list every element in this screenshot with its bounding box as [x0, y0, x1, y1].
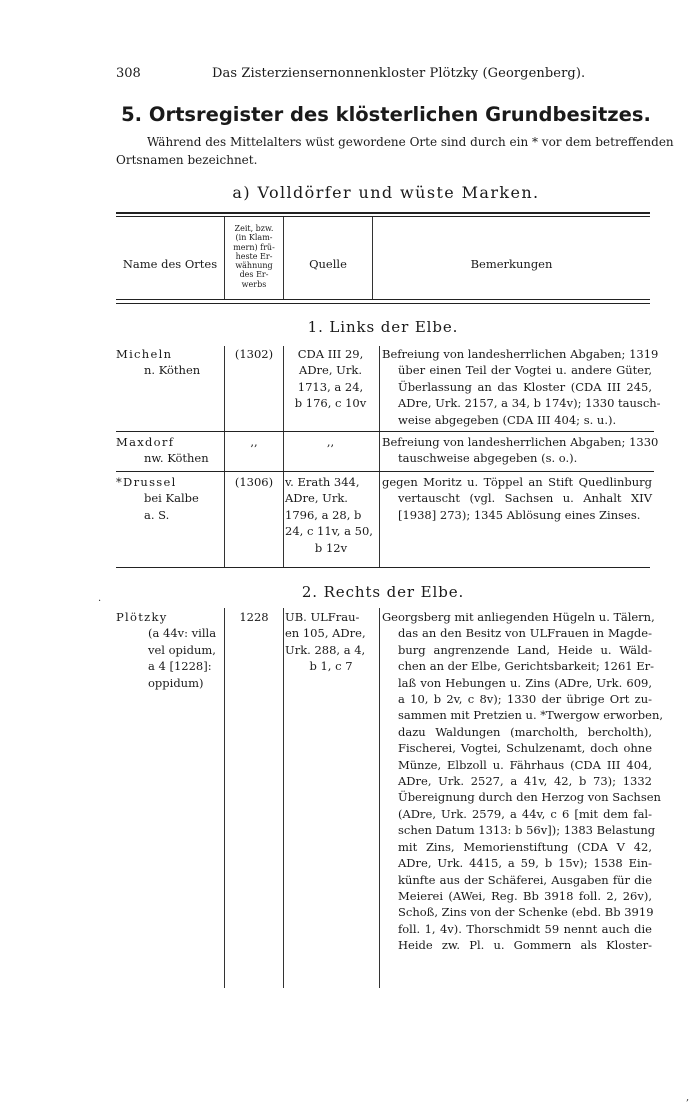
- entry-source-line: ,,: [326, 435, 335, 449]
- entry-name-line: a 4 [1228]:: [148, 659, 212, 674]
- header-source: Quelle: [309, 257, 347, 271]
- header-date-line: Zeit, bzw.: [234, 224, 274, 233]
- entry-remark-line: dazu Waldungen (marcholth, bercholth),: [398, 724, 652, 739]
- entry-remark-line: Georgsberg mit anliegenden Hügeln u. Tälern,: [382, 610, 655, 624]
- entry-remark-line: ADre, Urk. 4415, a 59, b 15v); 1538 Ein-: [398, 856, 652, 871]
- entry-name-line: Micheln: [116, 347, 173, 361]
- page-number: 308: [116, 66, 141, 81]
- entry-remarks: [382, 474, 652, 523]
- entry-remark-line: ADre, Urk. 2157, a 34, b 174v); 1330 tausch-: [398, 396, 661, 411]
- intro-line: Während des Mittelalters wüst gewordene Orte sind durch ein * vor dem betreffenden: [147, 135, 674, 149]
- entry-remark-line: tauschweise abgegeben (s. o.).: [398, 451, 578, 466]
- column-divider: [379, 608, 380, 988]
- entry-name-line: a. S.: [144, 507, 170, 522]
- entry-source-line: UB. ULFrau-: [285, 610, 360, 624]
- entry-remark-line: Übereignung durch den Herzog von Sachsen: [398, 790, 661, 805]
- entry-source-line: 24, c 11v, a 50,: [285, 524, 373, 539]
- entry-remark-line: Heide zw. Pl. u. Gommern als Kloster-: [398, 938, 652, 953]
- entry-source: [283, 346, 378, 412]
- row-separator: [116, 431, 654, 432]
- entry-remark-line: weise abgegeben (CDA III 404; s. u.).: [398, 412, 617, 427]
- entry-source-line: en 105, ADre,: [285, 626, 366, 641]
- entry-name-line: Plötzky: [116, 610, 168, 624]
- entry-remark-line: das an den Besitz von ULFrauen in Magde-: [398, 626, 652, 641]
- column-divider: [224, 346, 225, 567]
- entry-remark-line: chen an der Elbe, Gerichtsbarkeit; 1261 Er-: [398, 659, 655, 674]
- scan-speck: ·: [98, 596, 102, 607]
- entry-remark-line: burg angrenzende Land, Heide u. Wäld-: [398, 642, 652, 657]
- entry-source: [283, 434, 378, 450]
- entry-name-line: vel opidum,: [148, 642, 216, 657]
- header-date-line: heste Er-: [235, 251, 273, 261]
- entry-date: (1302): [234, 347, 274, 361]
- entry-source-line: ADre, Urk.: [285, 491, 348, 506]
- group-bottom-rule: [116, 567, 650, 568]
- running-head: [116, 66, 656, 86]
- column-divider: [283, 608, 284, 988]
- entry-remark-line: schen Datum 1313: b 56v]); 1383 Belastung: [398, 823, 656, 838]
- header-date-line: werbs: [241, 279, 267, 289]
- entry-remark-line: Schoß, Zins von der Schenke (ebd. Bb 3919: [398, 905, 654, 920]
- column-divider: [379, 346, 380, 567]
- header-date-line: wähnung: [235, 261, 273, 271]
- entry-name: [116, 609, 222, 691]
- entry-name-line: nw. Köthen: [144, 451, 209, 466]
- intro-line: Ortsnamen bezeichnet.: [116, 153, 258, 167]
- entry-remark-line: künfte aus der Schäferei, Ausgaben für die: [398, 872, 652, 887]
- entry-remark-line: über einen Teil der Vogtei u. andere Güter,: [398, 363, 652, 378]
- entry-remark-line: vertauscht (vgl. Sachsen u. Anhalt XIV: [398, 491, 652, 506]
- intro-paragraph: [116, 133, 674, 169]
- header-date: [225, 224, 283, 289]
- entry-remarks: [382, 434, 659, 467]
- row-separator: [116, 471, 654, 472]
- group-title-rechts: 2. Rechts der Elbe.: [301, 583, 465, 601]
- entry-source-line: 1796, a 28, b: [285, 507, 362, 522]
- header-date-line: (in Klam-: [235, 233, 273, 243]
- entry-source-line: 1713, a 24,: [297, 379, 364, 394]
- entry-date: (1306): [234, 475, 274, 489]
- subsection-title: a) Volldörfer und wüste Marken.: [232, 183, 540, 202]
- entry-remark-line: Befreiung von landesherrlichen Abgaben; 1330: [382, 435, 659, 449]
- entry-name-line: *Drussel: [116, 475, 177, 489]
- table-top-rule: [116, 212, 650, 214]
- entry-name: [116, 346, 222, 379]
- header-date-line: des Er-: [239, 270, 269, 280]
- entry-source-line: b 176, c 10v: [294, 396, 367, 411]
- group-title-links: 1. Links der Elbe.: [307, 318, 459, 336]
- entry-remark-line: foll. 1, 4v). Thorschmidt 59 nennt auch die: [398, 921, 652, 936]
- entry-source-line: v. Erath 344,: [285, 475, 360, 489]
- entry-source-line: Urk. 288, a 4,: [285, 642, 366, 657]
- entry-source-line: CDA III 29,: [297, 347, 364, 361]
- entry-remark-line: (ADre, Urk. 2579, a 44v, c 6 [mit dem fal-: [398, 806, 652, 821]
- entry-remark-line: [1938] 273); 1345 Ablösung eines Zinses.: [398, 507, 641, 522]
- entry-remark-line: ADre, Urk. 2527, a 41v, 42, b 73); 1332: [398, 774, 652, 789]
- entry-remark-line: Fischerei, Vogtei, Schulzenamt, doch ohne: [398, 741, 652, 756]
- entry-source: [285, 474, 377, 556]
- header-name: Name des Ortes: [122, 257, 218, 271]
- entry-name: [116, 434, 222, 467]
- entry-source: [285, 609, 377, 675]
- header-date-line: mern) frü-: [233, 242, 275, 252]
- entry-remark-line: Befreiung von landesherrlichen Abgaben; 1319: [382, 347, 659, 361]
- entry-name-line: bei Kalbe: [144, 491, 199, 506]
- section-title: 5. Ortsregister des klösterlichen Grundbesitzes.: [121, 103, 651, 126]
- entry-source-line: ADre, Urk.: [299, 363, 362, 378]
- entry-remark-line: Meierei (AWei, Reg. Bb 3918 foll. 2, 26v),: [398, 888, 652, 903]
- entry-name-line: (a 44v: villa: [148, 626, 217, 641]
- entry-source-line: b 1, c 7: [309, 659, 353, 674]
- entry-remark-line: laß von Hebungen u. Zins (ADre, Urk. 609,: [398, 675, 652, 690]
- entry-name-line: n. Köthen: [144, 363, 201, 378]
- entry-name-line: Maxdorf: [116, 435, 175, 449]
- table-top-rule-thin: [116, 216, 650, 217]
- entry-remark-line: Münze, Elbzoll u. Fährhaus (CDA III 404,: [398, 757, 652, 772]
- running-title: Das Zisterziensernonnenkloster Plötzky (Georgenberg).: [212, 66, 586, 81]
- entry-remark-line: Überlassung an das Kloster (CDA III 245,: [398, 379, 652, 394]
- header-bottom-rule: [116, 299, 650, 300]
- scan-speck: ,: [686, 1092, 690, 1103]
- column-divider: [224, 608, 225, 988]
- header-bottom-rule-thin: [116, 303, 650, 304]
- entry-remark-line: a 10, b 2v, c 8v); 1330 der übrige Ort zu-: [398, 692, 652, 707]
- entry-remark-line: mit Zins, Memorienstiftung (CDA V 42,: [398, 839, 652, 854]
- entry-date: 1228: [239, 610, 269, 624]
- entry-source-line: b 12v: [314, 540, 348, 555]
- entry-remark-line: gegen Moritz u. Töppel an Stift Quedlinburg: [382, 475, 652, 489]
- entry-remark-line: sammen mit Pretzien u. *Twergow erworben,: [398, 708, 664, 723]
- entry-name: [116, 474, 222, 523]
- header-remarks: Bemerkungen: [470, 257, 553, 271]
- entry-remarks: [382, 346, 661, 428]
- entry-date: ,,: [250, 435, 258, 449]
- entry-remarks: [382, 609, 664, 954]
- entry-name-line: oppidum): [148, 675, 204, 690]
